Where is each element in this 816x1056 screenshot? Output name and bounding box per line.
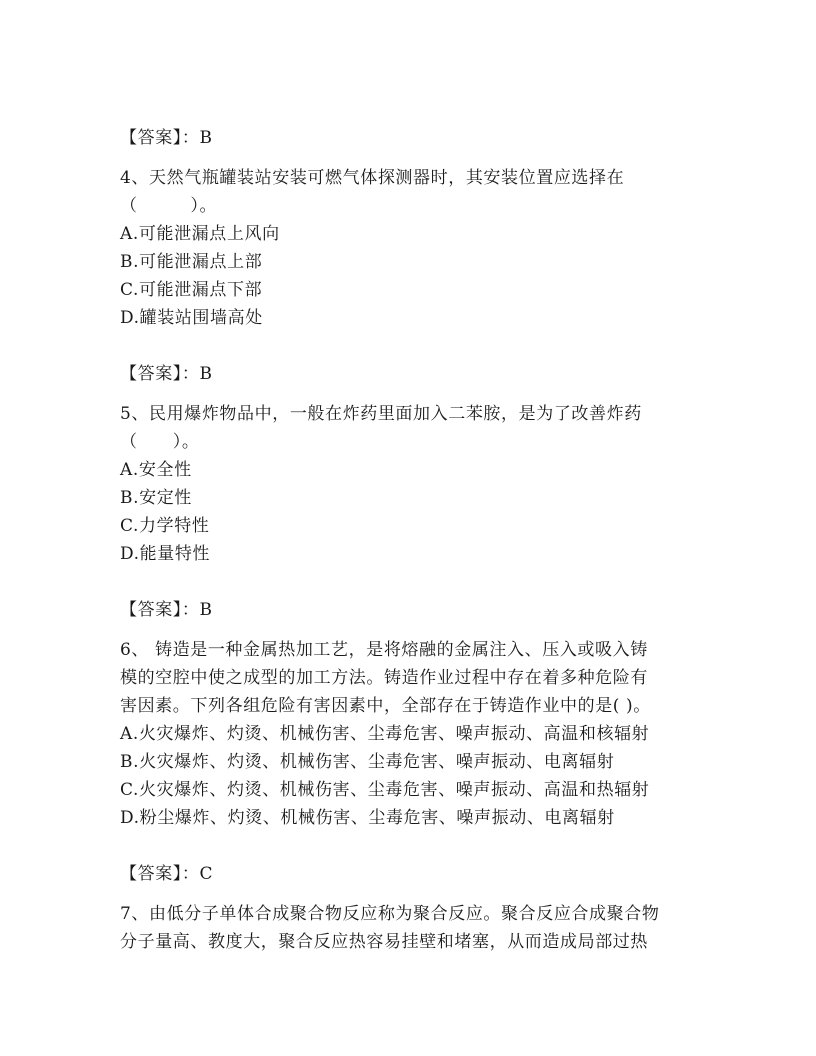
question-4-text-line-2: （ ）。: [120, 196, 218, 216]
question-6-text-line-3: 害因素。下列各组危险有害因素中，全部存在于铸造作业中的是( )。: [120, 696, 651, 716]
answer-line-q6: 【答案】：C: [120, 864, 214, 884]
question-5-option-c: C.力学特性: [120, 516, 210, 536]
question-6-option-c: C.火灾爆炸、灼烫、机械伤害、尘毒危害、噪声振动、高温和热辐射: [120, 780, 650, 800]
question-5-option-b: B.安定性: [120, 488, 192, 508]
question-4-option-a: A.可能泄漏点上风向: [120, 224, 280, 244]
answer-line-q5: 【答案】：B: [120, 600, 213, 620]
question-5-text-line-2: （ ）。: [120, 432, 200, 452]
question-5-option-d: D.能量特性: [120, 544, 211, 564]
answer-line-q4: 【答案】：B: [120, 364, 213, 384]
question-6-option-a: A.火灾爆炸、灼烫、机械伤害、尘毒危害、噪声振动、高温和核辐射: [120, 724, 650, 744]
answer-line-q3: 【答案】：B: [120, 128, 213, 148]
question-4-text-line-1: 4、天然气瓶罐装站安装可燃气体探测器时，其安装位置应选择在: [120, 168, 625, 188]
question-6-option-d: D.粉尘爆炸、灼烫、机械伤害、尘毒危害、噪声振动、电离辐射: [120, 808, 615, 828]
question-4-option-d: D.罐装站围墙高处: [120, 308, 263, 328]
question-6-option-b: B.火灾爆炸、灼烫、机械伤害、尘毒危害、噪声振动、电离辐射: [120, 752, 615, 772]
question-4-option-b: B.可能泄漏点上部: [120, 252, 263, 272]
question-6-text-line-2: 模的空腔中使之成型的加工方法。铸造作业过程中存在着多种危险有: [120, 668, 648, 688]
question-5-option-a: A.安全性: [120, 460, 192, 480]
question-5-text-line-1: 5、民用爆炸物品中，一般在炸药里面加入二苯胺，是为了改善炸药: [120, 404, 642, 424]
question-7-text-line-1: 7、由低分子单体合成聚合物反应称为聚合反应。聚合反应合成聚合物: [120, 904, 660, 924]
question-4-option-c: C.可能泄漏点下部: [120, 280, 263, 300]
question-6-text-line-1: 6、 铸造是一种金属热加工艺，是将熔融的金属注入、压入或吸入铸: [120, 640, 648, 660]
question-7-text-line-2: 分子量高、教度大，聚合反应热容易挂壁和堵塞，从而造成局部过热: [120, 932, 648, 952]
